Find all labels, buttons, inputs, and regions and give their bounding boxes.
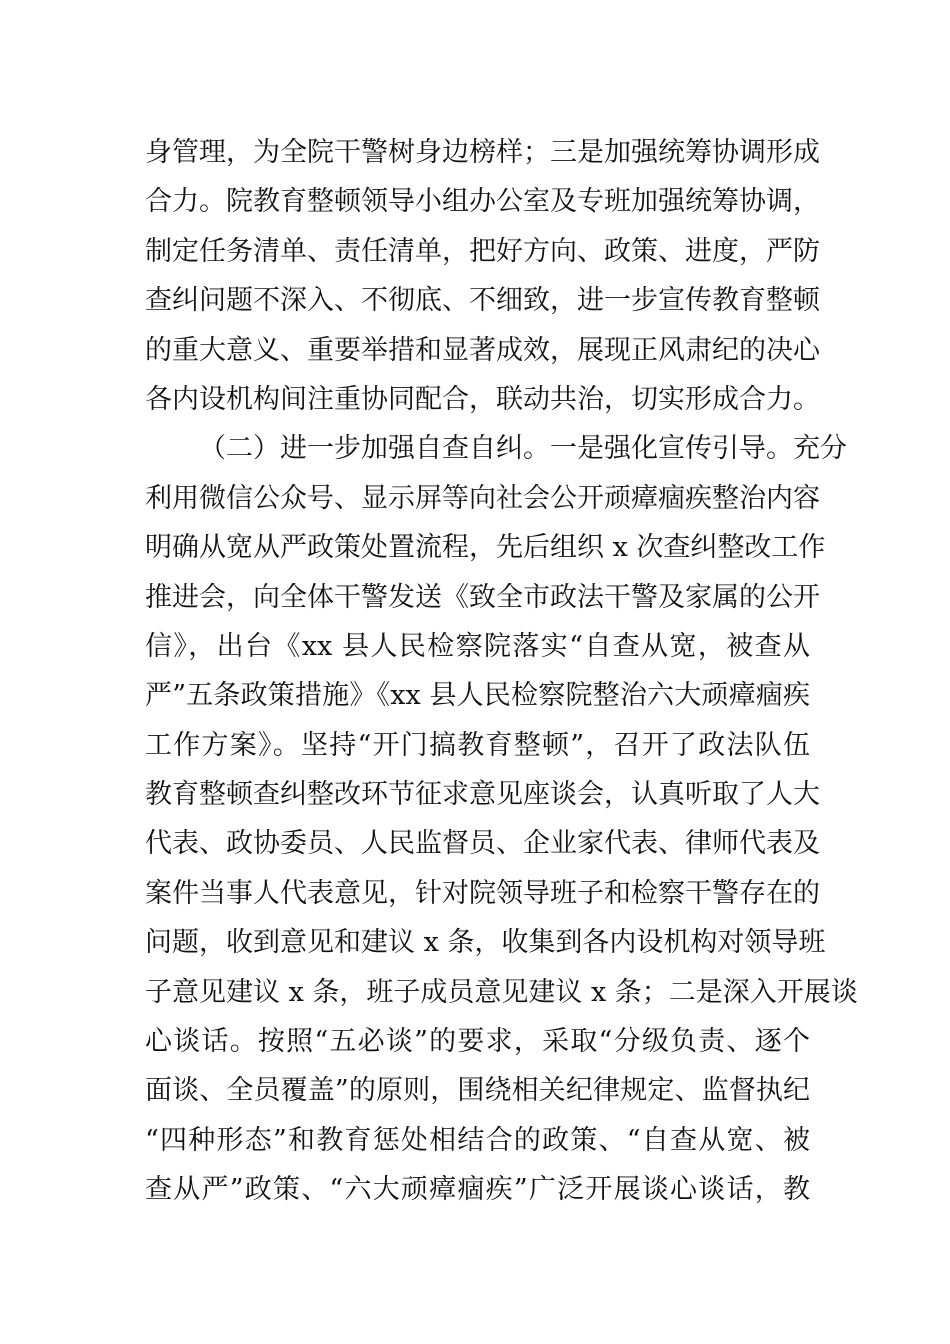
text-line: 查从严”政策、“六大顽瘴痼疾”广泛开展谈心谈话，教: [145, 1174, 810, 1206]
text-line: 的重大意义、重要举措和显著成效，展现正风肃纪的决心: [145, 334, 820, 366]
body-text: [145, 128, 858, 1215]
text-line: 推进会，向全体干警发送《致全市政法干警及家属的公开: [145, 581, 820, 613]
text-line: 合力。院教育整顿领导小组办公室及专班加强统筹协调，: [145, 186, 820, 218]
text-line: 信》，出台《xx 县人民检察院落实“自查从宽，被查从: [145, 630, 810, 662]
text-line: 问题，收到意见和建议 x 条，收集到各内设机构对领导班: [145, 927, 826, 959]
text-line: 案件当事人代表意见，针对院领导班子和检察干警存在的: [145, 877, 820, 909]
section-heading-line: （二）进一步加强自查自纠。一是强化宣传引导。充分: [199, 433, 847, 465]
text-line: 严”五条政策措施》《xx 县人民检察院整治六大顽瘴痼疾: [145, 680, 810, 712]
text-line: 代表、政协委员、人民监督员、企业家代表、律师代表及: [145, 828, 820, 860]
text-line: 各内设机构间注重协同配合，联动共治，切实形成合力。: [145, 383, 820, 415]
text-line: 查纠问题不深入、不彻底、不细致，进一步宣传教育整顿: [145, 285, 820, 317]
text-line: “四种形态”和教育惩处相结合的政策、“自查从宽、被: [145, 1124, 810, 1156]
text-line: 教育整顿查纠整改环节征求意见座谈会，认真听取了人大: [145, 779, 820, 811]
text-line: 制定任务清单、责任清单，把好方向、政策、进度，严防: [145, 235, 820, 267]
text-line: 面谈、全员覆盖”的原则，围绕相关纪律规定、监督执纪: [145, 1075, 810, 1107]
text-line: 身管理，为全院干警树身边榜样；三是加强统筹协调形成: [145, 137, 820, 168]
text-line: 工作方案》。坚持“开门搞教育整顿”，召开了政法队伍: [145, 729, 810, 761]
text-line: 利用微信公众号、显示屏等向社会公开顽瘴痼疾整治内容: [145, 482, 820, 514]
text-line: 心谈话。按照“五必谈”的要求，采取“分级负责、逐个: [145, 1026, 810, 1058]
text-line: 子意见建议 x 条，班子成员意见建议 x 条；二是深入开展谈: [145, 976, 858, 1008]
text-line: 明确从宽从严政策处置流程，先后组织 x 次查纠整改工作: [145, 532, 826, 564]
